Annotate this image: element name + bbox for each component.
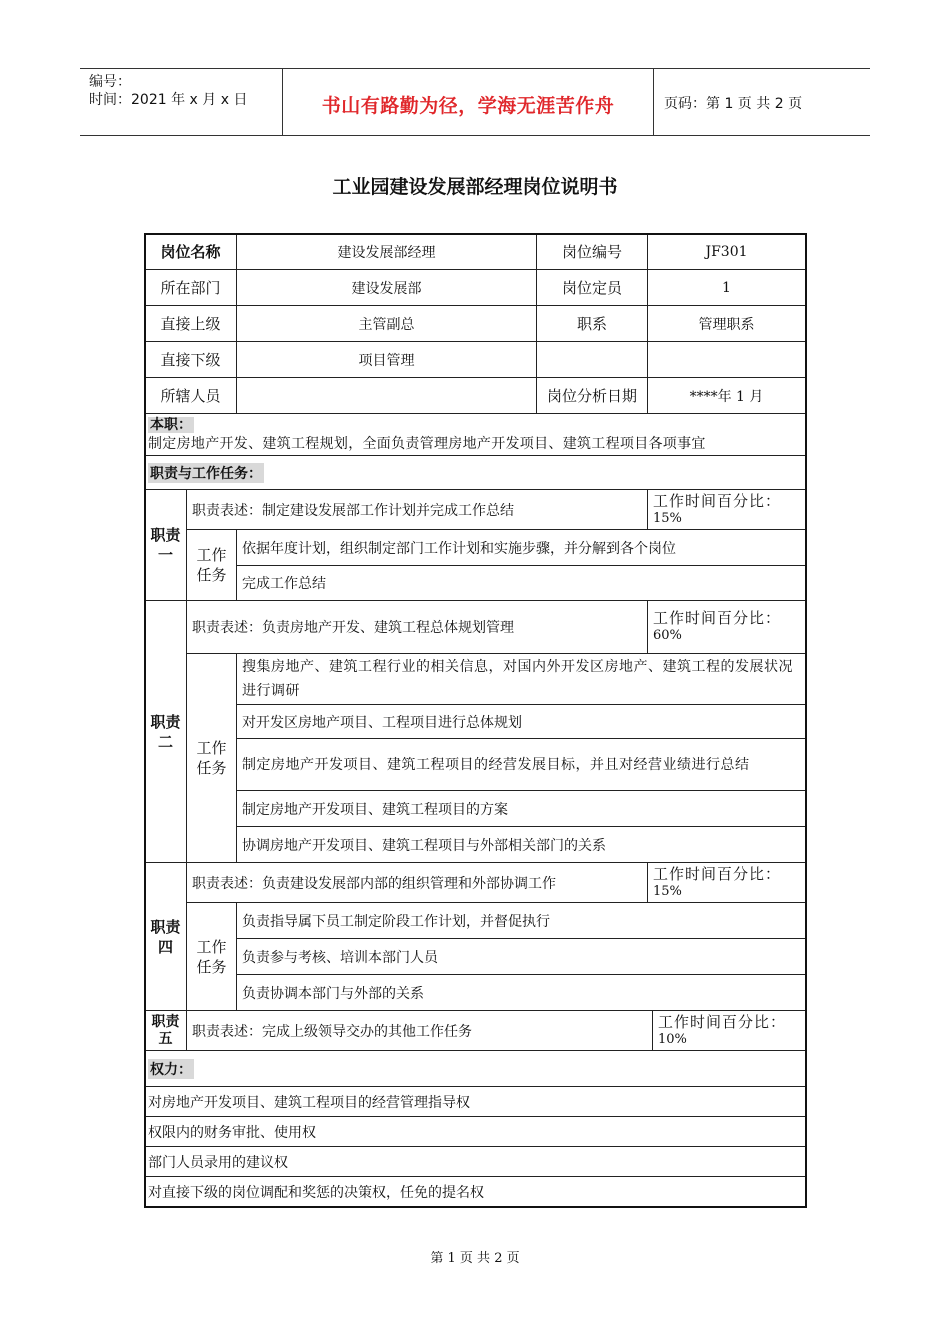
superior-value: 主管副总 [237,306,537,342]
duty-1-task-label: 工作任务 [187,530,237,601]
duty-2-task-4: 制定房地产开发项目、建筑工程项目的方案 [237,791,806,827]
dept-label: 所在部门 [145,270,237,306]
duty-2-task-2: 对开发区房地产项目、工程项目进行总体规划 [237,705,806,739]
header-page-info: 页码：第 1 页 共 2 页 [664,96,803,112]
page-footer: 第 1 页 共 2 页 [430,1251,520,1266]
duty-1-pct-value: 15% [653,510,682,526]
duty-4-pct [648,863,806,903]
duty-4-desc: 职责表述：负责建设发展部内部的组织管理和外部协调工作 [187,863,648,903]
header-divider-right [653,69,654,136]
power-item-4: 对直接下级的岗位调配和奖惩的决策权，任免的提名权 [145,1177,806,1207]
duty-2-desc: 职责表述：负责房地产开发、建筑工程总体规划管理 [187,601,648,654]
duty-2-pct-value: 60% [653,628,682,643]
duty-4-task-3: 负责协调本部门与外部的关系 [237,975,806,1011]
subordinate-label: 直接下级 [145,342,237,378]
duty-5-desc: 职责表述：完成上级领导交办的其他工作任务 [187,1011,653,1051]
header-code-label: 编号： [89,74,131,90]
duty-2-task-3: 制定房地产开发项目、建筑工程项目的经营发展目标，并且对经营业绩进行总结 [237,739,806,791]
quota-label: 岗位定员 [537,270,648,306]
duty-2-task-5: 协调房地产开发项目、建筑工程项目与外部相关部门的关系 [237,827,806,863]
page-header [80,68,870,136]
duty-1-task-1: 依据年度计划，组织制定部门工作计划和实施步骤，并分解到各个岗位 [237,530,806,566]
duty-4-task-2: 负责参与考核、培训本部门人员 [237,939,806,975]
duty-2-task-label: 工作任务 [187,654,237,863]
header-motto: 书山有路勤为径，学海无涯苦作舟 [321,95,615,117]
code-value: JF301 [648,234,806,270]
staff-value [237,378,537,414]
duty-4-pct-label: 工作时间百分比： [653,864,782,883]
duty-2-pct [648,601,806,654]
superior-label: 直接上级 [145,306,237,342]
duty-5-pct-value: 10% [658,1031,687,1047]
series-label: 职系 [537,306,648,342]
duty-2-task-1: 搜集房地产、建筑工程行业的相关信息，对国内外开发区房地产、建筑工程的发展状况进行调研 [237,654,806,705]
code-label: 岗位编号 [537,234,648,270]
duty-4-task-1: 负责指导属下员工制定阶段工作计划，并督促执行 [237,903,806,939]
duty-1-pct-label: 工作时间百分比： [653,491,782,510]
header-left [89,73,247,109]
duty-5-pct [653,1011,806,1051]
summary-text: 制定房地产开发、建筑工程规划，全面负责管理房地产开发项目、建筑工程项目各项事宜 [148,435,706,452]
duty-1-desc: 职责表述：制定建设发展部工作计划并完成工作总结 [187,490,648,530]
name-value: 建设发展部经理 [237,234,537,270]
duty-2-pct-label: 工作时间百分比： [653,609,782,627]
summary-cell [145,414,806,456]
duty-2-label: 职责二 [145,601,187,863]
powers-heading: 权力： [145,1051,806,1087]
duty-1-pct [648,490,806,530]
duty-4-label: 职责四 [145,863,187,1011]
duty-4-task-label: 工作任务 [187,903,237,1011]
name-label: 岗位名称 [145,234,237,270]
empty-cell [648,342,806,378]
summary-label: 本职： [150,416,192,433]
power-item-2: 权限内的财务审批、使用权 [145,1117,806,1147]
power-item-1: 对房地产开发项目、建筑工程项目的经营管理指导权 [145,1087,806,1117]
duty-1-label: 职责一 [145,490,187,601]
quota-value: 1 [648,270,806,306]
duties-heading: 职责与工作任务： [145,456,806,490]
duty-5-label: 职责五 [145,1011,187,1051]
header-time-label: 时间：2021 年 x 月 x 日 [89,92,248,108]
staff-label: 所辖人员 [145,378,237,414]
duty-5-pct-label: 工作时间百分比： [658,1012,787,1031]
date-label: 岗位分析日期 [537,378,648,414]
duty-4-pct-value: 15% [653,883,682,899]
dept-value: 建设发展部 [237,270,537,306]
power-item-3: 部门人员录用的建议权 [145,1147,806,1177]
duty-1-task-2: 完成工作总结 [237,566,806,601]
subordinate-value: 项目管理 [237,342,537,378]
series-value: 管理职系 [648,306,806,342]
empty-cell [537,342,648,378]
document-title: 工业园建设发展部经理岗位说明书 [332,176,618,198]
date-value: ****年 1 月 [648,378,806,414]
